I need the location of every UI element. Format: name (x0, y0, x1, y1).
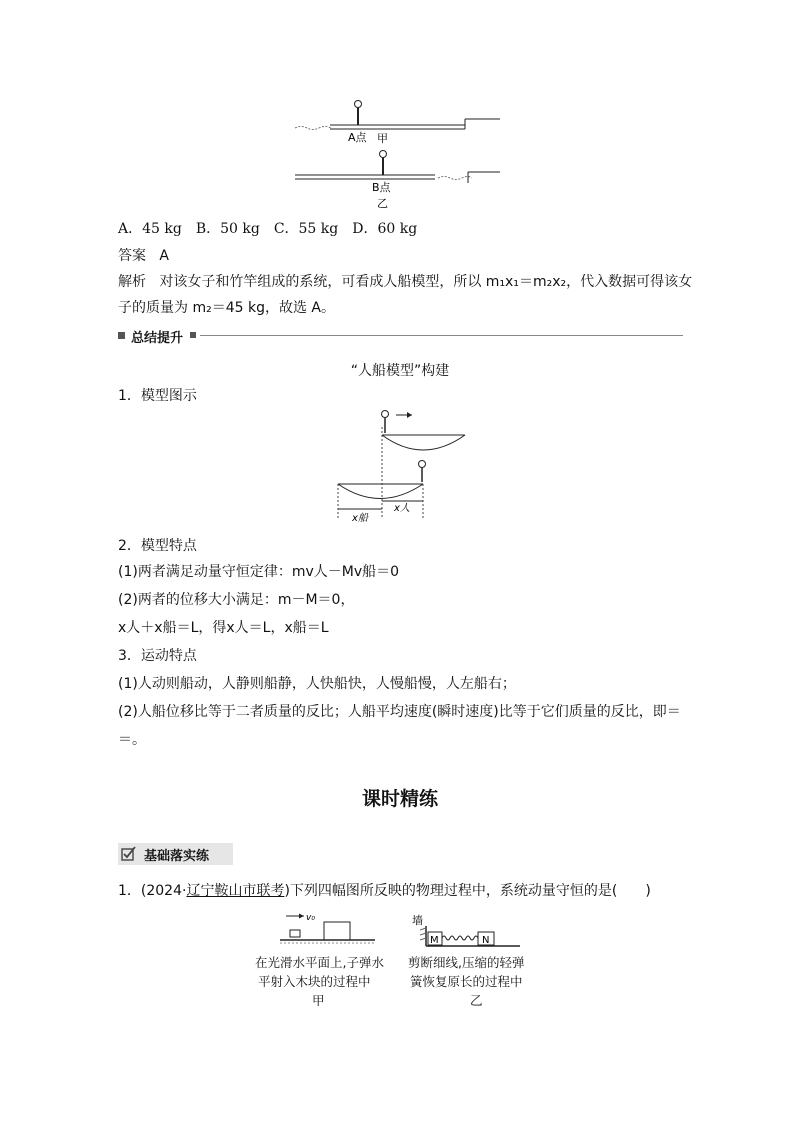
label-n: N (482, 935, 490, 946)
caption-figure-jia (255, 953, 384, 1010)
figure-bullet-block (280, 908, 375, 948)
caption-line: 平射入木块的过程中 (258, 974, 371, 989)
analysis-line-2: 子的质量为 m₂＝45 kg，故选 A。 (118, 300, 335, 316)
question-1-stem (118, 880, 651, 900)
divider (200, 335, 683, 336)
caption-line: 在光滑水平面上,子弹水 (255, 955, 384, 970)
caption-yi: 乙 (377, 197, 388, 210)
answer-value: A (159, 248, 169, 264)
summary-header-label: 总结提升 (131, 331, 184, 346)
label-a-point: A点 (348, 131, 367, 144)
subsection-header (118, 843, 233, 865)
section-2-line-3: x人＋x船＝L，得x人＝L，x船＝L (118, 620, 329, 636)
section-2-line-2: (2)两者的位移大小满足：m－M＝0， (118, 592, 355, 608)
question-text: )下列四幅图所反映的物理过程中，系统动量守恒的是( ) (284, 883, 651, 899)
question-number: 1．(2024· (118, 883, 187, 899)
caption-jia: 甲 (377, 132, 388, 145)
section-2-line-1: (1)两者满足动量守恒定律：mv人－Mv船＝0 (118, 564, 400, 580)
caption-figure-yi (408, 953, 524, 1010)
section-3-line-3: ＝。 (118, 732, 146, 748)
answer-label: 答案 (118, 248, 146, 264)
label-wall: 墙 (412, 914, 423, 927)
section-2-heading: 2．模型特点 (118, 538, 197, 554)
figure-person-boat-model (330, 405, 475, 525)
analysis-label: 解析 (118, 274, 146, 290)
label-v0: v₀ (306, 913, 315, 923)
label-m: M (430, 935, 439, 946)
caption-line: 剪断细线,压缩的轻弹 (408, 955, 525, 970)
summary-header (118, 328, 683, 344)
subsection-label: 基础落实练 (144, 849, 210, 864)
answer-options: A．45 kg B．50 kg C．55 kg D．60 kg (118, 221, 418, 237)
analysis-line-1 (118, 271, 692, 291)
model-title: “人船模型”构建 (350, 363, 450, 379)
caption-line: 簧恢复原长的过程中 (410, 974, 523, 989)
label-x-boat: x船 (352, 513, 368, 524)
label-x-person: x人 (394, 503, 410, 514)
square-bullet-icon (118, 332, 125, 339)
caption-label: 乙 (470, 993, 483, 1008)
checkbox-icon (121, 846, 135, 860)
figure-spring-blocks (412, 912, 522, 950)
section-3-line-1: (1)人动则船动，人静则船静，人快船快，人慢船慢，人左船右； (118, 676, 516, 692)
section-1-heading: 1．模型图示 (118, 388, 197, 404)
label-b-point: B点 (372, 181, 391, 194)
analysis-text-1: 对该女子和竹竿组成的系统，可看成人船模型，所以 m₁x₁＝m₂x₂，代入数据可得该女 (159, 274, 693, 290)
section-title: 课时精练 (361, 788, 438, 810)
square-bullet-icon (190, 332, 196, 338)
caption-label: 甲 (312, 993, 325, 1008)
section-3-heading: 3．运动特点 (118, 648, 197, 664)
figure-woman-on-pole (290, 95, 505, 210)
section-3-line-2: (2)人船位移比等于二者质量的反比；人船平均速度(瞬时速度)比等于它们质量的反比，即＝ (118, 704, 681, 720)
question-source: 辽宁鞍山市联考 (186, 883, 285, 899)
answer-line (118, 245, 169, 265)
